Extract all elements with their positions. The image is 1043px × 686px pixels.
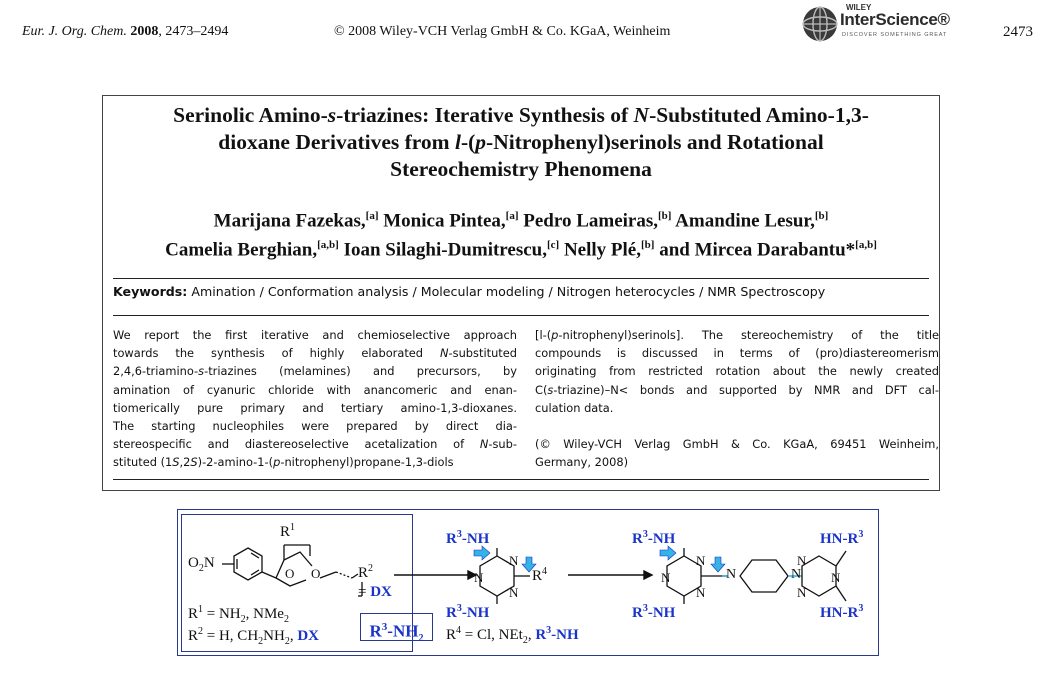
title-line-3: Stereochemistry Phenomena <box>390 157 652 181</box>
abstract-line: stituted (1S,2S)-2-amino-1-(p-nitrophenyl)propane-1,3-diols <box>113 455 454 470</box>
copyright-note-line: Germany, 2008) <box>535 455 629 470</box>
abstract-line: amination of cyanuric chloride with anancomeric and enan- <box>113 382 517 397</box>
journal-name: Eur. J. Org. Chem. <box>22 24 127 39</box>
ring-n: N <box>797 585 807 600</box>
dx-equals: = DX <box>358 584 392 600</box>
abstract-line: culation data. <box>535 400 614 415</box>
ring-n: N <box>696 585 706 600</box>
keywords-text: Amination / Conformation analysis / Molecular modeling / Nitrogen heterocycles / NMR Spectroscopy <box>191 284 826 299</box>
abstract-line: tiomerically pure primary and tertiary amino-1,3-dioxanes. <box>113 400 517 415</box>
abstract-line: stereospecific and diastereoselective acetalization of N-sub- <box>113 437 517 452</box>
piperazine-ring <box>740 560 788 592</box>
r1-definition: $R^1 = NH_2$, NMe$_2$ <box>188 604 289 625</box>
cyan-arrow-icon <box>711 557 725 572</box>
logo-brand: InterScience® <box>840 10 950 29</box>
abstract-line: We report the first iterative and chemioselective approach <box>113 328 517 342</box>
title-line-2: dioxane Derivatives from l-(p-Nitrophenyl)serinols and Rotational <box>218 130 824 154</box>
ring-n: N <box>661 570 671 585</box>
product-hnr3-top: $HN-R^3$ <box>820 529 864 547</box>
cyan-arrow-icon <box>474 546 490 560</box>
logo-wiley: WILEY <box>846 3 872 12</box>
logo-tagline: DISCOVER SOMETHING GREAT <box>842 32 948 38</box>
abstract-line: 2,4,6-triamino-s-triazines (melamines) and precursors, by <box>113 364 517 379</box>
product-hnr3-bottom: $HN-R^3$ <box>820 603 864 621</box>
copyright-note-line: (© Wiley-VCH Verlag GmbH & Co. KGaA, 69451 Weinheim, <box>535 437 939 452</box>
r2-label: $R^2$ <box>358 563 374 581</box>
abstract-line: towards the synthesis of highly elaborated N-substituted <box>113 346 517 361</box>
piperazine-n-left: N <box>726 567 737 582</box>
intermediate-r3nh-top: $R^3-NH$ <box>446 529 490 547</box>
authors-line-1: Marijana Fazekas,[a] Monica Pintea,[a] Pedro Lameiras,[b] Amandine Lesur,[b] <box>213 210 829 232</box>
title-line-1: Serinolic Amino-s-triazines: Iterative Synthesis of N-Substituted Amino-1,3- <box>173 103 869 127</box>
reaction-arrow-2 <box>568 571 652 579</box>
ring-n: N <box>831 570 841 585</box>
r2-definition: $R^2 = H$, $CH_2NH_2$, DX <box>188 626 319 647</box>
authors-line-2: Camelia Berghian,[a,b] Ioan Silaghi-Dumitrescu,[c] Nelly Plé,[b] and Mircea Darabantu*[a,b] <box>165 239 877 261</box>
product-r3nh-top: $R^3-NH$ <box>632 529 676 547</box>
journal-pages: , 2473–2494 <box>158 24 229 39</box>
ring-oxygen-2: O <box>311 566 321 581</box>
ring-n: N <box>474 570 484 585</box>
ring-oxygen-1: O <box>285 566 295 581</box>
abstract-line: C(s-triazine)–N< bonds and supported by NMR and DFT cal- <box>535 382 939 397</box>
journal-year: 2008 <box>130 24 159 39</box>
r4-definition: $R^4 = Cl$, NEt$_2$, $R^3-NH$ <box>446 625 579 646</box>
product-r3nh-bottom: $R^3-NH$ <box>632 603 676 621</box>
piperazine-n-right: N <box>791 567 802 582</box>
keywords-label: Keywords: <box>113 284 188 299</box>
reaction-arrow-1 <box>394 571 476 579</box>
running-header-copyright: © 2008 Wiley-VCH Verlag GmbH & Co. KGaA, Weinheim <box>334 24 671 39</box>
cyan-arrow-icon <box>660 546 676 560</box>
abstract-line: originating from restricted rotation about the newly created <box>535 364 939 379</box>
intermediate-r3nh-bottom: $R^3-NH$ <box>446 603 490 621</box>
page-number: 2473 <box>1003 24 1033 40</box>
ring-n: N <box>509 553 519 568</box>
triazine-ring-1 <box>480 548 530 604</box>
abstract-line: The starting nucleophiles were prepared by direct dia- <box>113 418 517 433</box>
ring-n: N <box>797 553 807 568</box>
nitro-group-label: $O_2N$ <box>188 555 215 574</box>
abstract-line: [l-(p-nitrophenyl)serinols]. The stereochemistry of the title <box>535 328 939 342</box>
abstract-line: compounds is discussed in terms of (pro)diastereomerism <box>535 346 939 361</box>
r1-label: $R^1$ <box>280 522 296 540</box>
reagent-r3nh2-box: $R^3-NH_2$ <box>360 613 433 641</box>
ring-n: N <box>696 553 706 568</box>
r4-label: $R^4$ <box>532 566 548 584</box>
ring-n: N <box>509 585 519 600</box>
